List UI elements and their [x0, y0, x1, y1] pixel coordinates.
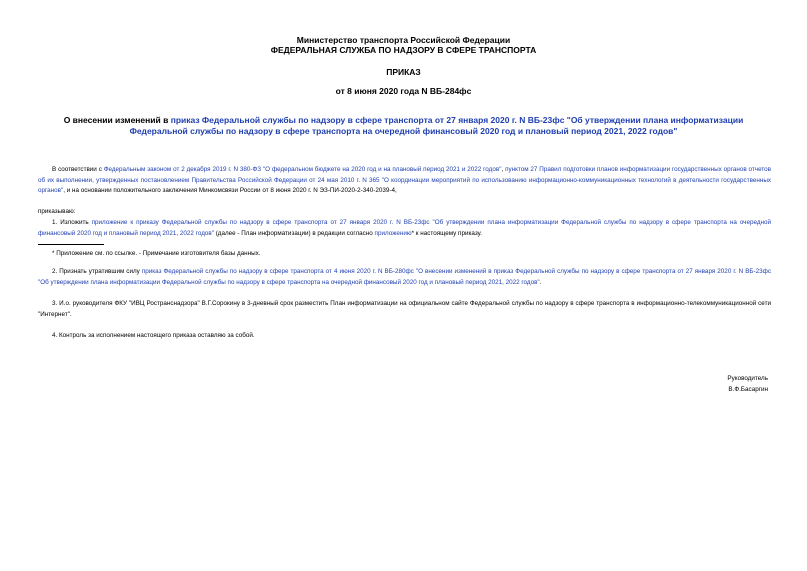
revoked-order-link[interactable]: приказ Федеральной службы по надзору в сфере транспорта от 4 июня 2020 г. N ВБ-280фс "О внесении изменений в приказ Федеральной службы по надзору в сфере транспорта от 27 января 2020 г. N ВБ-23фс "Об утверждении плана информатизации Федеральной службы по надзору в сфере транспорта на очередной финансовый 2020 год и плановый период 2021, 2022 годов" — [38, 268, 771, 286]
document-title — [0, 115, 807, 137]
service-name: ФЕДЕРАЛЬНАЯ СЛУЖБА ПО НАДЗОРУ В СФЕРЕ ТРАНСПОРТА — [270, 45, 537, 55]
item-1-text-2: (далее - План информатизации) в редакции согласно — [213, 229, 375, 237]
footnote: * Приложение см. по ссылке. - Примечание изготовителя базы данных. — [52, 250, 261, 257]
appendix-link[interactable]: приложению — [374, 229, 412, 237]
title-link-part-2[interactable]: Федеральной службы по надзору в сфере транспорта на очередной финансовый 2020 год и плановый период 2021, 2022 годов" — [129, 126, 678, 136]
item-3-paragraph: 3. И.о. руководителя ФКУ "ИВЦ Ространснадзора" В.Г.Сорокину в 3-дневный срок разместить План информатизации на официальном сайте Федеральной службы по надзору в сфере транспорта в информационно-телекоммуникационной сети "Интернет". — [38, 300, 771, 318]
item-1-paragraph — [38, 218, 771, 239]
item-1-text-1: 1. Изложить — [52, 219, 92, 226]
orders-label: приказываю: — [38, 208, 76, 215]
item-2-paragraph — [38, 267, 771, 288]
title-line-1 — [0, 115, 807, 126]
item-2-text-2: . — [539, 278, 542, 286]
footnote-divider — [38, 244, 104, 245]
preamble-text-2: , — [501, 166, 506, 173]
item-2-text-1: 2. Признать утратившим силу — [52, 268, 142, 275]
preamble-paragraph — [38, 165, 771, 197]
document-type: ПРИКАЗ — [386, 67, 421, 77]
signatory-name: В.Ф.Басаргин — [728, 386, 768, 393]
preamble-text-1: В соответствии с — [52, 166, 104, 173]
preamble-text-3: , и на основании положительного заключения Минкомсвязи России от 8 июня 2020 г. N ЭЗ-ПИ-2020-2-340-2039-4, — [63, 187, 397, 194]
title-link-part-1[interactable]: приказ Федеральной службы по надзору в сфере транспорта от 27 января 2020 г. N ВБ-23фс "Об утверждении плана информатизации — [170, 115, 744, 125]
document-date-number: от 8 июня 2020 года N ВБ-284фс — [335, 86, 472, 96]
appendix-order-link[interactable]: приложение к приказу Федеральной службы по надзору в сфере транспорта от 27 января 2020 г. N ВБ-23фс "Об утверждении плана информатизации Федеральной службы по надзору в сфере транспорта на очередной финансовый 2020 год и плановый период 2021, 2022 годов" — [38, 219, 771, 237]
ministry-name: Министерство транспорта Российской Федерации — [296, 35, 511, 45]
federal-law-link[interactable]: Федеральным законом от 2 декабря 2019 г. N 380-ФЗ "О федеральном бюджете на 2020 год и на плановый период 2021 и 2022 годов" — [103, 166, 502, 173]
title-prefix: О внесении изменений в — [63, 115, 171, 125]
item-4-paragraph: 4. Контроль за исполнением настоящего приказа оставляю за собой. — [52, 332, 255, 339]
rules-link[interactable]: пунктом 27 Правил подготовки планов информатизации государственных органов отчетов об их выполнении, утвержденных постановлением Правительства Российской Федерации от 24 мая 2010 г. N 365 "О координации мероприятий по использованию информационно-коммуникационных технологий в деятельности государственных органов" — [38, 166, 772, 194]
item-1-text-3: * к настоящему приказу. — [411, 229, 482, 237]
signatory-position: Руководитель — [727, 375, 768, 382]
